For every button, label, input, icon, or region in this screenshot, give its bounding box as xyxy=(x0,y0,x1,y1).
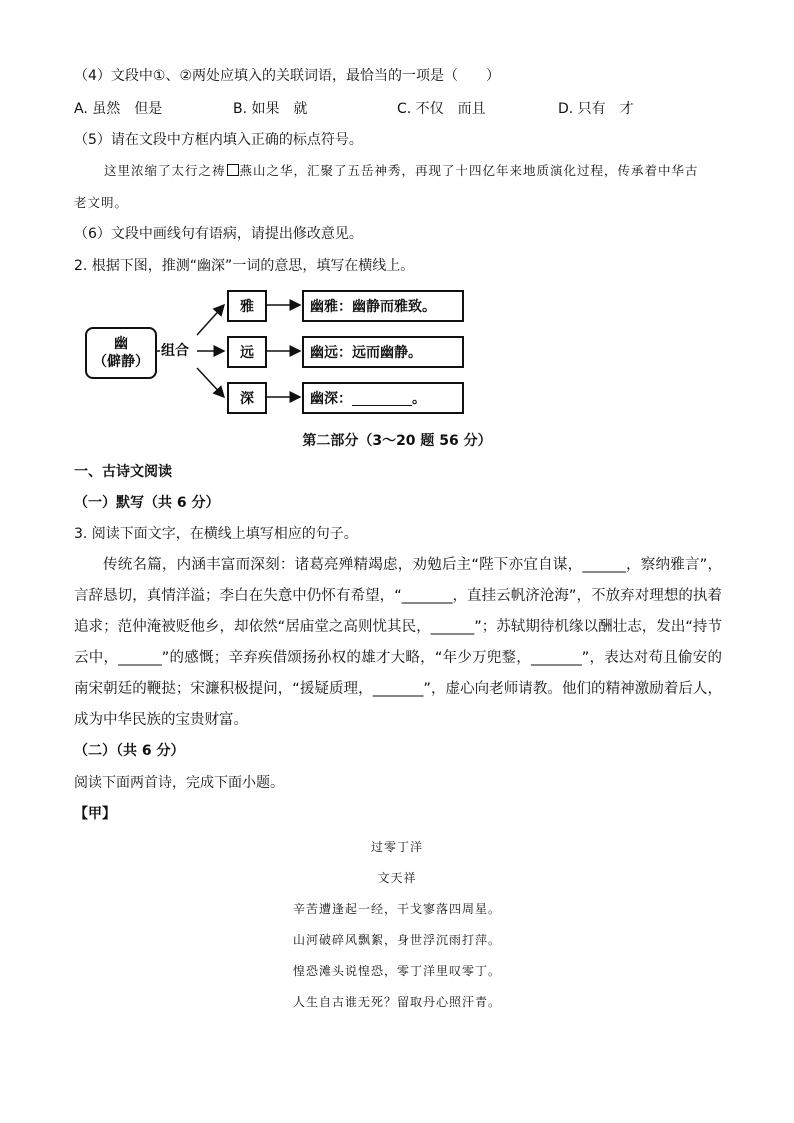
poem-author: 文天祥 xyxy=(377,871,417,885)
root-char: 幽 xyxy=(114,336,128,352)
result-box-youyuan: 幽远：远而幽静。 xyxy=(302,336,464,368)
char-box-ya: 雅 xyxy=(227,290,267,322)
part2-title: 第二部分（3～20 题 56 分） xyxy=(302,433,492,449)
q2-stem: 2. 根据下图，推测“幽深”一词的意思，填写在横线上。 xyxy=(74,258,415,274)
poem-line-1: 辛苦遭逢起一经，干戈寥落四周星。 xyxy=(292,902,501,916)
q4-option-a: A. 虽然 但是 xyxy=(74,101,163,117)
q4-option-d: D. 只有 才 xyxy=(558,101,634,117)
result3-suffix: 。 xyxy=(412,391,426,407)
answer-blank[interactable] xyxy=(352,391,412,406)
q4-stem: （4）文段中①、②两处应填入的关联词语，最恰当的一项是（ ） xyxy=(74,68,501,84)
q5-text-after: 燕山之华，汇聚了五岳神秀，再现了十四亿年来地质演化过程，传承着中华古 xyxy=(239,163,699,178)
sub2-title: （二）（共 6 分） xyxy=(74,743,185,759)
char-box-shen: 深 xyxy=(227,382,267,414)
q5-passage-line2: 老文明。 xyxy=(74,195,129,210)
result-box-youshen xyxy=(302,382,464,414)
poem-line-4: 人生自古谁无死？留取丹心照汗青。 xyxy=(292,995,501,1009)
result3-prefix: 幽深： xyxy=(310,391,352,407)
q4-option-b: B. 如果 就 xyxy=(233,101,308,117)
q5-stem: （5）请在文段中方框内填入正确的标点符号。 xyxy=(74,132,363,148)
q3-paragraph: 传统名篇，内涵丰富而深刻：诸葛亮殚精竭虑，劝勉后主“陛下亦宜自谋，______，察纳雅言”，言辞恳切，真情洋溢；李白在失意中仍怀有希望，“_______，直挂云帆济沧海”，不放弃对理想的执着追求；范仲淹被贬他乡，却依然“居庙堂之高则忧其民，______”；苏轼期待机缘以酬壮志，发出“持节云中，______”的感慨；辛弃疾借颂扬孙权的雄才大略，“年少万兜鍪，_______”，表达对苟且偷安的南宋朝廷的鞭挞；宋濂积极提问，“援疑质理，_______”，虚心向老师请教。他们的精神激励着后人，成为中华民族的宝贵财富。 xyxy=(74,557,722,728)
poem-title: 过零丁洋 xyxy=(370,840,423,854)
q4-option-c: C. 不仅 而且 xyxy=(397,101,486,117)
result-box-youya: 幽雅：幽静而雅致。 xyxy=(302,290,464,322)
sub1-title: （一）默写（共 6 分） xyxy=(74,495,220,511)
q5-text-before: 这里浓缩了太行之祷 xyxy=(104,163,226,178)
combine-label: 组合 xyxy=(161,343,189,359)
char-box-yuan: 远 xyxy=(227,336,267,368)
read-instruction: 阅读下面两首诗，完成下面小题。 xyxy=(74,775,284,791)
q3-stem: 3. 阅读下面文字，在横线上填写相应的句子。 xyxy=(74,526,358,542)
q6-stem: （6）文段中画线句有语病，请提出修改意见。 xyxy=(74,226,363,242)
section1-title: 一、古诗文阅读 xyxy=(74,464,172,480)
poem-line-3: 惶恐滩头说惶恐，零丁洋里叹零丁。 xyxy=(292,964,501,978)
root-box xyxy=(85,327,157,379)
root-meaning: （僻静） xyxy=(93,354,149,370)
jia-label: 【甲】 xyxy=(74,806,116,822)
poem-line-2: 山河破碎风飘絮，身世浮沉雨打萍。 xyxy=(292,933,501,947)
